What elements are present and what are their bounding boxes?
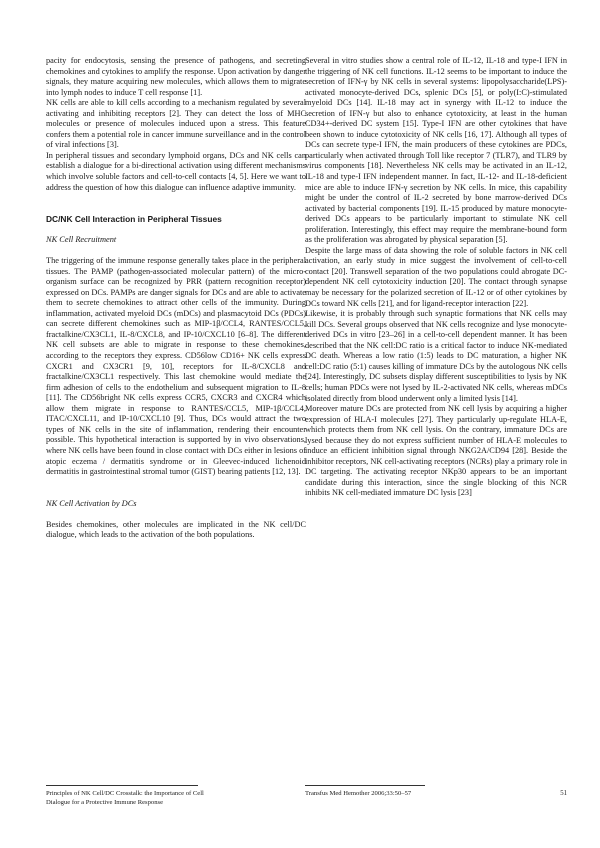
paragraph: Besides chemokines, other molecules are implicated in the NK cell/DC dialogue, which leads to the activation of the both populations. (46, 519, 306, 540)
section-heading: DC/NK Cell Interaction in Peripheral Tissues (46, 214, 222, 225)
subsection-heading: NK Cell Recruitment (46, 235, 117, 245)
footer-rule-right (305, 785, 425, 786)
paragraph: The triggering of the immune response generally takes place in the peripheral tissues. The PAMP (pathogen-associated molecular pattern) of the micro-organism surface can be recognized by PRR (pattern recognition receptor) expressed on DCs. PAMPs are danger signals for DCs and are able to activate them to secrete chemokines to attract other cells of the immunity. During inflammation, activated myeloid DCs (mDCs) and plasmacytoid DCs (PDCs) can secrete different chemokines such as MIP-1β/CCL4, RANTES/CCL5, fractalkine/CX3CL1, IL-8/CXCL8, and IP-10/CXCL10 [6–8]. The different NK cell subsets are able to migrate in response to these chemokines, according to the receptors they express. CD56low CD16+ NK cells express CXCR1 and CX3CR1 [9, 10], receptors for IL-8/CXCL8 and fractalkine/CX3CL1 respectively. This last chemokine would mediate the firm adhesion of cells to the endothelium and subsequent migration to IL-8 [11]. The CD56bright NK cells express CCR5, CXCR3 and CXCR4 which allow them migrate in response to RANTES/CCL5, MIP-1β/CCL4, ITAC/CXCL11, and IP-10/CXCL10 [9]. Thus, DCs would attract the two types of NK cells in the site of inflammation, rendering their encounter possible. This hypothetical interaction is supported by in vivo observations, where NK cells have been found in close contact with DCs either in lesions of atopic eczema / dermatitis syndrome or in Gleevec-induced lichenoid dermatitis in gastrointestinal stromal tumor (GIST) bearing patients [12, 13]. (46, 256, 306, 477)
paragraph: In peripheral tissues and secondary lymphoid organs, DCs and NK cells can establish a dialogue for a bi-directional activation using different mechanisms which involve soluble factors and cell-to-cell contacts [4, 5]. Here we want to address the question of how this dialogue can influence adaptive immunity. (46, 150, 306, 192)
paragraph: Several in vitro studies show a central role of IL-12, IL-18 and type-I IFN in the triggering of NK cell functions. IL-12 seems to be important to induce the secretion of IFN-γ by NK cells in several systems: lipopolysaccharide(LPS)-activated monocyte-derived DCs, splenic DCs [5], or poly(I:C)-stimulated myeloid DCs [14]. IL-18 may act in synergy with IL-12 to induce the secretion of IFN-γ but also to enhance cytotoxicity, at least in the human CD34+-derived DC system [15]. Type-I IFN are other cytokines that have been shown to induce cytotoxicity of NK cells [16, 17]. Although all types of DCs can secrete type-I IFN, the main producers of these cytokines are PDCs, particularly when activated through Toll like receptor 7 (TLR7), and TLR9 by virus components [18]. Nevertheless NK cells may be activated in an IL-12, IL-18 and type-I IFN independent manner. In fact, IL-12- and IL-18-deficient mice are able to induce IFN-γ secretion by NK cells. In mice, this capability might be under the control of IL-2 secreted by bone marrow-derived DCs activated by bacterial components [19]. IL-15 produced by mature monocyte-derived DCs appears to be particularly important to stimulate NK cell proliferation. Interestingly, this effect may require the membrane-bound form as the proliferation was abrogated by physical separation [5]. (305, 56, 567, 245)
left-column (46, 56, 306, 541)
paragraph: pacity for endocytosis, sensing the presence of pathogens, and secreting chemokines and cytokines to amplify the response. Upon activation by danger signals, they mature acquiring new molecules, which allows them to migrate into lymph nodes to induce T cell response [1]. (46, 56, 306, 97)
footer-rule-left (46, 785, 198, 786)
paragraph: Moreover mature DCs are protected from NK cell lysis by acquiring a higher expression of HLA-I molecules [27]. They particularly up-regulate HLA-E, which protects them from NK cell lysis. On the contrary, immature DCs are lysed because they do not express sufficient number of HLA-E molecules to induce an efficient inhibition signal through NKG2A/CD94 [28]. Beside the inhibitor receptors, NK cell-activating receptors (NCRs) play a primary role in DC targeting. The activating receptor NKp30 appears to be an important candidate during this interaction, since the single blocking of this NCR inhibits NK cell-mediated immature DC lysis [23] (305, 404, 567, 498)
paragraph: Likewise, it is probably through such synaptic formations that NK cells may kill DCs. Several groups observed that NK cells recognize and lyse monocyte-derived DCs in vitro [23–26] in a cell-to-cell dependent manner. It has been described that the NK cell:DC ratio is a critical factor to induce NK-mediated DC death. Whereas a low ratio (1:5) leads to DC maturation, a higher NK cell:DC ratio (5:1) causes killing of immature DCs by the autologous NK cells [24]. Interestingly, DC subsets display different susceptibilities to lysis by NK cells; human PDCs were not lysed by IL-2-activated NK cells, whereas mDCs isolated directly from blood underwent only a limited lysis [14]. (305, 309, 567, 403)
subsection-heading: NK Cell Activation by DCs (46, 498, 137, 508)
footer-journal-citation: Transfus Med Hemother 2006;33:50–57 (305, 790, 412, 797)
paragraph: NK cells are able to kill cells according to a mechanism regulated by several activating and inhibiting receptors [2]. They can detect the loss of MHC molecules or presence of molecules induced upon a stress. This feature confers them a potential role in cancer immune surveillance and in the control of viral infections [3]. (46, 98, 306, 150)
right-column (305, 56, 567, 499)
page-number: 51 (560, 790, 567, 797)
footer-article-title: Principles of NK Cell/DC Crosstalk: the Importance of Cell Dialogue for a Protective Immune Response (46, 790, 204, 806)
paragraph: Despite the large mass of data showing the role of soluble factors in NK cell activation, an early study in mice suggest the involvement of cell-to-cell contact [20]. Transwell separation of the two populations could abrogate DC-dependent NK cell cytotoxicity induction [20]. The contact through synapse may be necessary for the polarized secretion of IL-12 or of other cytokines by DCs toward NK cells [21], and for ligand-receptor interaction [22]. (305, 245, 567, 308)
